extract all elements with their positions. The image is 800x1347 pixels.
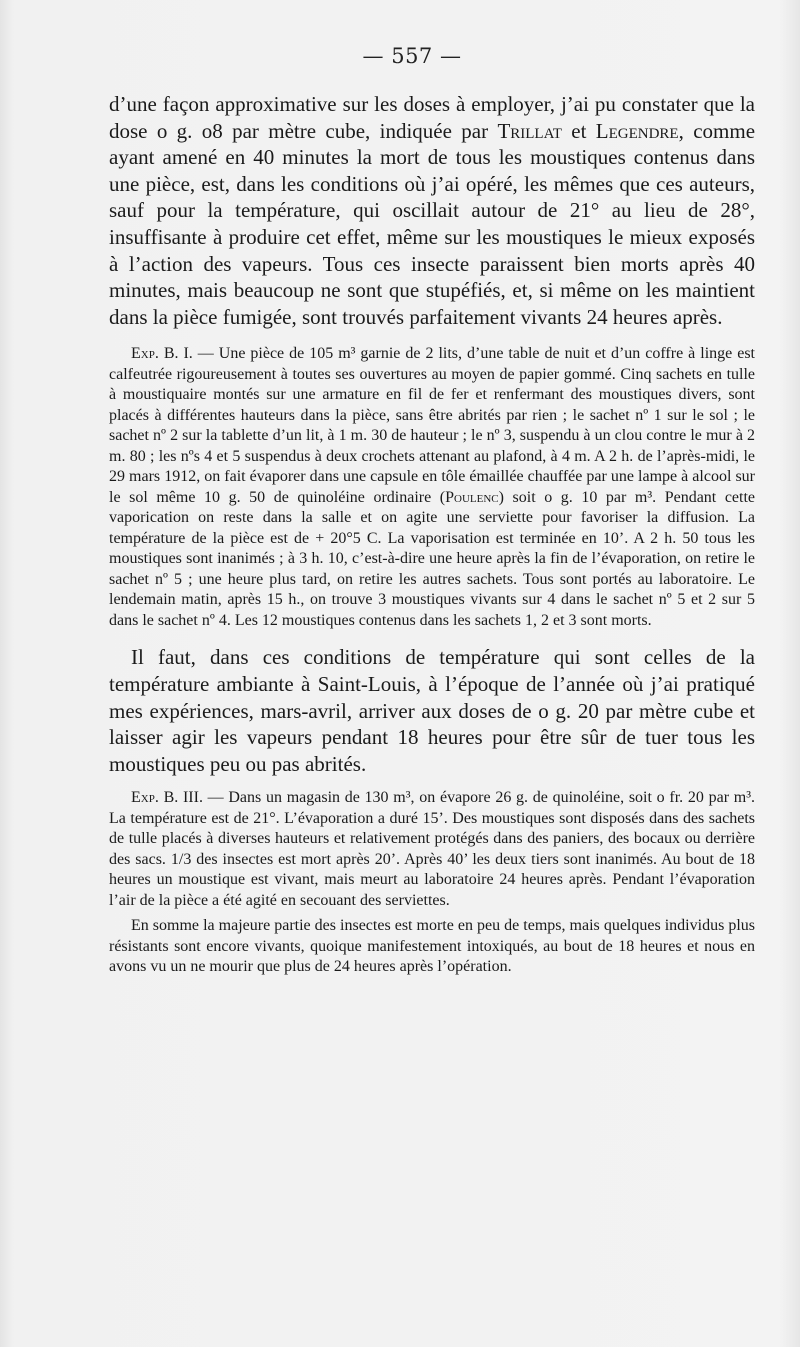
experiment-b-i: Exp. B. I. — Une pièce de 105 m³ garnie de 2 lits, d’une table de nuit et d’un coffre à linge est calfeutrée rigoureusement à toutes ses ouvertures au moyen de papier gommé. Cinq sachets en tulle à moustiquaire montés sur une armature en fil de fer et renfermant des moustiques divers, sont placés à différentes hauteurs dans la pièce, sans être abrités par rien ; le sachet nº 1 sur le sol ; le sachet nº 2 sur la tablette d’un lit, à 1 m. 30 de hauteur ; le nº 3, suspendu à un clou contre le mur à 2 m. 80 ; les nºs 4 et 5 suspendus à deux crochets attenant au plafond, à 4 m. A 2 h. de l’après-midi, le 29 mars 1912, on fait évaporer dans une capsule en tôle émaillée chauffée par une lampe à alcool sur le sol même 10 g. 50 de quinoléine ordinaire (Poulenc) soit o g. 10 par m³. Pendant cette vaporication on reste dans la salle et on agite une serviette pour favoriser la diffusion. La température de la pièce est de + 20°5 C. La vaporisation est terminée en 10’. A 2 h. 50 tous les moustiques sont inanimés ; à 3 h. 10, c’est-à-dire une heure après la fin de l’évaporation, on retire le sachet nº 5 ; une heure plus tard, on retire les autres sachets. Tous sont portés au laboratoire. Le lendemain matin, après 15 h., on trouve 3 moustiques vivants sur 4 dans le sachet nº 5 et 2 sur 5 dans le sachet nº 4. Les 12 moustiques contenus dans les sachets 1, 2 et 3 sont morts.: [109, 345, 756, 629]
paragraph-intro: d’une façon approximative sur les doses à employer, j’ai pu constater que la dose o g. o8 par mètre cube, indiquée par Trillat et Legendre, comme ayant amené en 40 minutes la mort de tous les moustiques contenus dans une pièce, est, dans les conditions où j’ai opéré, les mêmes que ces auteurs, sauf pour la température, qui oscillait autour de 21° au lieu de 28°, insuffisante à produire cet effet, même sur les moustiques le mieux exposés à l’action des vapeurs. Tous ces insecte paraissent bien morts après 40 minutes, mais beaucoup ne sont que stupéfiés, et, si même on les maintient dans la pièce fumigée, sont trouvés parfaitement vivants 24 heures après.: [109, 92, 756, 329]
page-number: — 557 —: [362, 44, 462, 68]
experiment-b-iii: Exp. B. III. — Dans un magasin de 130 m³, on évapore 26 g. de quinoléine, soit o fr. 20 par m³. La température est de 21°. L’évaporation a duré 15’. Des moustiques sont disposés dans des sachets de tulle placés à diverses hauteurs et relativement protégés dans des paniers, des bocaux ou derrière des sacs. 1/3 des insectes est mort après 20’. Après 40’ les deux tiers sont inanimés. Au bout de 18 heures un moustique est vivant, mais meurt au laboratoire 24 heures après. Pendant l’évaporation l’air de la pièce a été agité en secouant des serviettes.: [109, 789, 755, 909]
page-body: [109, 91, 755, 978]
paragraph-conclusion-dose: Il faut, dans ces conditions de température qui sont celles de la température ambiante à Saint-Louis, à l’époque de l’année où j’ai pratiqué mes expériences, mars-avril, arriver aux doses de o g. 20 par mètre cube et laisser agir les vapeurs pendant 18 heures pour être sûr de tuer tous les moustiques peu ou pas abrités.: [109, 645, 755, 776]
paragraph-summary: En somme la majeure partie des insectes est morte en peu de temps, mais quelques individus plus résistants sont encore vivants, quoique manifestement intoxiqués, au bout de 18 heures et nous en avons vu un ne mourir que plus de 24 heures après l’opération.: [109, 917, 755, 976]
